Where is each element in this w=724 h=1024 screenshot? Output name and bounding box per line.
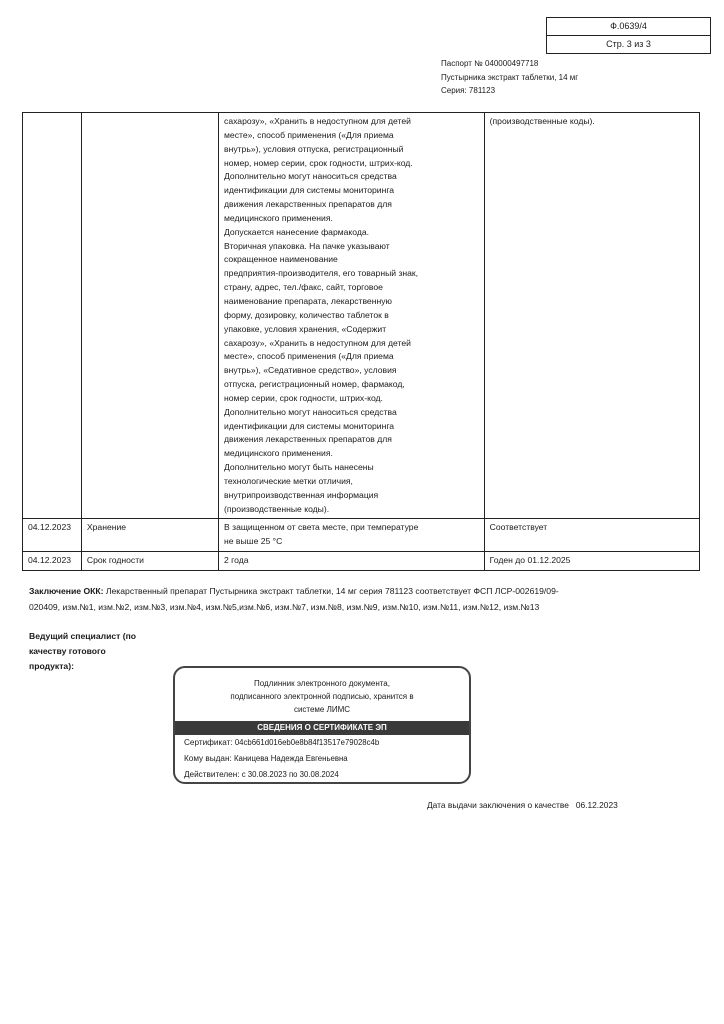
stamp-issued-to [175,751,469,767]
stamp-heading: Подлинник электронного документа, подписанного электронной подписью, хранится в системе ЛИМС [230,679,414,714]
quality-table [22,112,700,571]
series-number: Серия: 781123 [441,86,496,95]
table-row [23,519,700,552]
date-cell: 04.12.2023 [23,519,82,552]
responsible-specialist: Ведущий специалист (по качеству готового продукта): [29,631,137,671]
table-row [23,113,700,519]
passport-header [441,57,578,98]
date-cell: 04.12.2023 [23,552,82,571]
issued-value: Каницева Надежда Евгеньевна [233,754,348,763]
result-cell: Соответствует [484,519,699,552]
result-cell: Годен до 01.12.2025 [484,552,699,571]
stamp-certificate [175,735,469,751]
conclusion-label: Заключение ОКК: [29,586,104,596]
form-code-box [546,17,711,54]
stamp-validity [175,767,469,783]
parameter-cell: Хранение [81,519,218,552]
certificate-label: Сертификат: [184,738,233,747]
valid-label: Действителен: [184,770,240,779]
stamp-certificate-title: СВЕДЕНИЯ О СЕРТИФИКАТЕ ЭП [175,721,469,735]
requirement-cell: сахарозу», «Хранить в недоступном для детей месте», способ применения («Для приема внутрь»), условия отпуска, регистрационный номер, номер серии, срок годности, штрих-код. Дополнительно могут наноситься средства идентификации для системы мониторинга движения лекарственных препаратов для медицинского применения. Допускается нанесение фармакода. Вторичная упаковка. На пачке указывают сокращенное наименование предприятия-производителя, его товарный знак, страну, адрес, тел./факс, сайт, торговое наименование препарата, лекарственную форму, дозировку, количество таблеток в упаковке, условия хранения, «Содержит сахарозу», «Хранить в недоступном для детей месте», способ применения («Для приема внутрь»), «Седативное средство», условия отпуска, регистрационный номер, фармакод, номер серии, срок годности, штрих-код. Дополнительно могут наноситься средства идентификации для системы мониторинга движения лекарственных препаратов для медицинского применения. Дополнительно могут быть нанесены технологические метки отличия, внутрипроизводственная информация (производственные коды). [219,113,485,519]
conclusion-text: Лекарственный препарат Пустырника экстракт таблетки, 14 мг серия 781123 соответствует ФСП ЛСР-002619/09-020409, изм.№1, изм.№2, изм.№3, изм.№4, изм.№5,изм.№6, изм.№7, изм.№8, изм.№9, изм.№10, изм.№11, изм.№12, изм.№13 [29,586,559,612]
parameter-cell: Срок годности [81,552,218,571]
signature-stamp [173,666,471,784]
valid-value: с 30.08.2023 по 30.08.2024 [241,770,339,779]
result-cell: (производственные коды). [484,113,699,519]
issued-label: Кому выдан: [184,754,232,763]
passport-number: Паспорт № 040000497718 [441,59,539,68]
date-cell [23,113,82,519]
conclusion [29,584,589,616]
page-number: Стр. 3 из 3 [547,35,710,53]
requirement-cell: 2 года [219,552,485,571]
requirement-cell: В защищенном от света месте, при температуре не выше 25 °С [219,519,485,552]
table-row [23,552,700,571]
parameter-cell [81,113,218,519]
product-name: Пустырника экстракт таблетки, 14 мг [441,72,579,82]
issue-date: Дата выдачи заключения о качестве 06.12.2023 [427,800,618,810]
form-code: Ф.0639/4 [610,21,647,31]
certificate-value: 04cb661d016eb0e8b84f13517e79028c4b [234,738,380,747]
